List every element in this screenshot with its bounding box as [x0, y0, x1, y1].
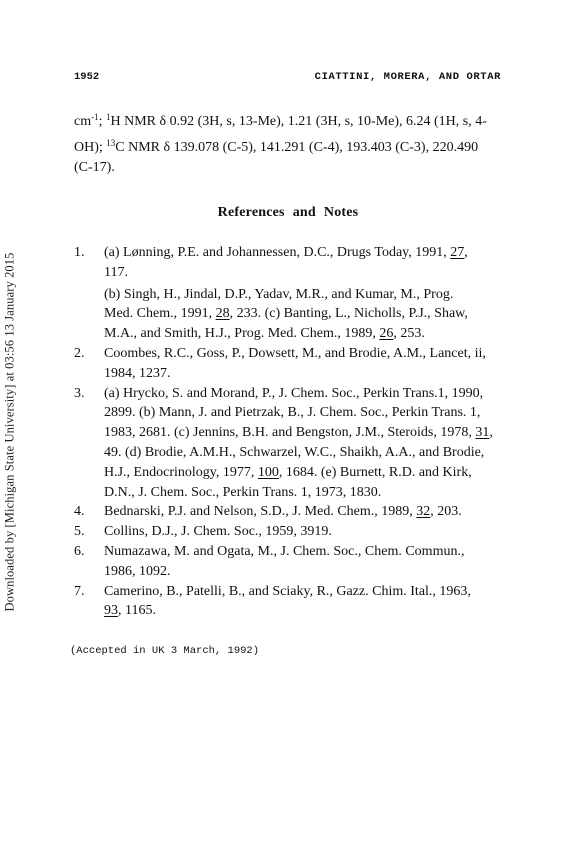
reference-line	[104, 562, 501, 582]
reference-text-run: M.A., and Smith, H.J., Prog. Med. Chem., 1989,	[104, 326, 380, 342]
reference-body	[104, 542, 501, 582]
volume-number: 100	[257, 464, 279, 480]
reference-body-continued	[104, 285, 501, 344]
reference-item	[74, 522, 501, 542]
reference-text-run: , 1165.	[118, 603, 156, 619]
reference-text-run: 49. (d) Brodie, A.M.H., Schwarzel, W.C., Shaikh, A.A., and Brodie,	[104, 444, 485, 460]
reference-item	[74, 502, 501, 522]
volume-number: 28	[215, 306, 230, 322]
reference-text-run: Coombes, R.C., Goss, P., Dowsett, M., and Brodie, A.M., Lancet, ii,	[104, 345, 486, 361]
download-watermark: Downloaded by [Michigan State University] at 03:56 13 January 2015	[2, 252, 17, 612]
reference-text-run: Med. Chem., 1991,	[104, 306, 216, 322]
reference-line	[104, 304, 501, 324]
paragraph-line: (C-17).	[74, 160, 115, 175]
reference-line	[104, 263, 501, 283]
references-list	[74, 243, 501, 621]
reference-line	[104, 522, 501, 542]
reference-line	[104, 483, 501, 503]
volume-number: 32	[416, 504, 431, 520]
reference-number: 4.	[74, 504, 85, 520]
reference-line	[104, 285, 501, 305]
reference-line	[104, 243, 501, 263]
running-head: CIATTINI, MORERA, AND ORTAR	[314, 71, 501, 83]
reference-text-run: Bednarski, P.J. and Nelson, S.D., J. Med. Chem., 1989,	[104, 504, 417, 520]
reference-text-run: , 203.	[430, 504, 462, 520]
reference-text-run: D.N., J. Chem. Soc., Perkin Trans. 1, 1973, 1830.	[104, 484, 382, 500]
page-number: 1952	[74, 71, 100, 83]
page-header	[74, 71, 501, 87]
reference-body	[104, 502, 501, 522]
references-heading: References and Notes	[217, 205, 359, 220]
volume-number: 31	[475, 425, 490, 441]
reference-item	[74, 344, 501, 384]
volume-number: 27	[450, 245, 465, 260]
reference-number: 7.	[74, 583, 85, 599]
reference-text-run: , 1684. (e) Burnett, R.D. and Kirk,	[278, 464, 472, 480]
reference-item	[74, 542, 501, 582]
volume-number: 93	[104, 603, 118, 619]
reference-number: 3.	[74, 385, 85, 401]
reference-body	[104, 344, 501, 384]
reference-text-run: 2899. (b) Mann, J. and Pietrzak, B., J. Chem. Soc., Perkin Trans. 1,	[104, 405, 481, 421]
reference-text-run: , 233. (c) Banting, L., Nicholls, P.J., Shaw,	[229, 306, 468, 322]
reference-line	[104, 502, 501, 522]
reference-text-run: (a) Lønning, P.E. and Johannessen, D.C., Drugs Today, 1991,	[104, 245, 451, 260]
reference-body	[104, 384, 501, 503]
reference-text-run: ,	[489, 425, 493, 441]
reference-line	[104, 542, 501, 562]
reference-text-run: 1983, 2681. (c) Jennins, B.H. and Bengston, J.M., Steroids, 1978,	[104, 425, 476, 441]
reference-line	[104, 463, 501, 483]
reference-line	[104, 324, 501, 344]
reference-text-run: 117.	[104, 264, 128, 280]
reference-text-run: Camerino, B., Patelli, B., and Sciaky, R., Gazz. Chim. Ital., 1963,	[104, 583, 471, 599]
reference-text-run: (b) Singh, H., Jindal, D.P., Yadav, M.R., and Kumar, M., Prog.	[104, 286, 454, 302]
reference-text-run: 1986, 1092.	[104, 563, 171, 579]
reference-text-run: , 253.	[393, 326, 425, 342]
reference-line	[104, 582, 501, 602]
reference-line	[104, 443, 501, 463]
paragraph-line: OH); $^{13}$C NMR δ 139.078 (C-5), 141.291 (C-4), 193.403 (C-3), 220.490	[74, 137, 479, 155]
reference-text-run: 1984, 1237.	[104, 365, 171, 381]
reference-line	[104, 364, 501, 384]
reference-text-run: H.J., Endocrinology, 1977,	[104, 464, 258, 480]
reference-line	[104, 403, 501, 423]
volume-number: 26	[379, 326, 394, 342]
reference-text-run: Collins, D.J., J. Chem. Soc., 1959, 3919.	[104, 524, 332, 540]
reference-body	[104, 243, 501, 283]
reference-item	[74, 384, 501, 503]
reference-number: 1.	[74, 245, 85, 260]
accepted-note: (Accepted in UK 3 March, 1992)	[70, 645, 260, 657]
reference-body	[104, 582, 501, 622]
reference-number: 5.	[74, 524, 85, 540]
reference-text-run: ,	[464, 245, 468, 260]
spectral-data-paragraph	[74, 107, 501, 179]
reference-text-run: Numazawa, M. and Ogata, M., J. Chem. Soc., Chem. Commun.,	[104, 543, 465, 559]
reference-item	[74, 582, 501, 622]
reference-item	[74, 243, 501, 344]
reference-body	[104, 522, 501, 542]
reference-line	[104, 423, 501, 443]
reference-line	[104, 384, 501, 404]
reference-number: 6.	[74, 543, 85, 559]
reference-text-run: (a) Hrycko, S. and Morand, P., J. Chem. Soc., Perkin Trans.1, 1990,	[104, 385, 484, 401]
download-watermark-strip	[0, 0, 20, 864]
reference-line	[104, 601, 501, 621]
paragraph-line: $cm^{-1}$; $^1$H NMR δ 0.92 (3H, s, 13-Me), 1.21 (3H, s, 10-Me), 6.24 (1H, s, 4-	[74, 112, 487, 129]
reference-number: 2.	[74, 345, 85, 361]
reference-line	[104, 344, 501, 364]
